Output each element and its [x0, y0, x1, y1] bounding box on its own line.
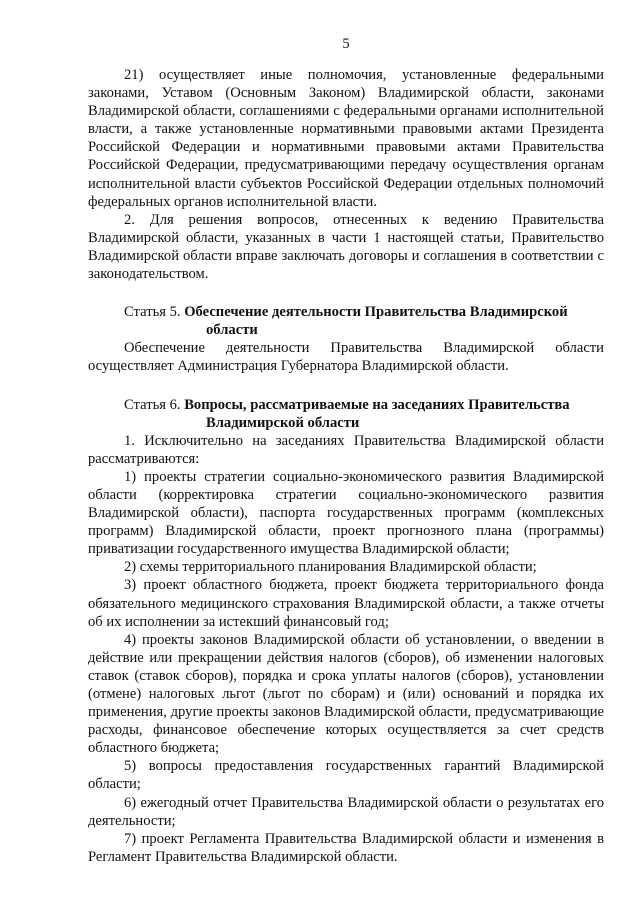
article-5-heading: [88, 303, 604, 321]
paragraph-item-21: 21) осуществляет иные полномочия, установленные федеральными законами, Уставом (Основным Законом) Владимирской области, законами Владимирской области, соглашениями с федеральными органами исполнительной власти, а также установленные нормативными правовыми актами Президента Российской Федерации и нормативными правовыми актами Правительства Российской Федерации, предусматривающими передачу осуществления органам исполнительной власти субъектов Российской Федерации отдельных полномочий федеральных органов исполнительной власти.: [88, 67, 604, 210]
article-6-item-4: 4) проекты законов Владимирской области об установлении, о введении в действие или прекращении действия налогов (сборов), об изменении налоговых ставок (ставок сборов), порядка и срока уплаты налогов (сборов), установлении (отмене) налоговых льгот (льгот по сборам) и (или) оснований и порядка их применения, другие проекты законов Владимирской области, предусматривающие расходы, финансовое обеспечение которых осуществляется за счет средств областного бюджета;: [88, 631, 604, 757]
article-5-label: Статья 5.: [124, 304, 181, 321]
article-6-item-2: 2) схемы территориального планирования Владимирской области;: [124, 559, 537, 576]
article-6-item-1: 1) проекты стратегии социально-экономического развития Владимирской области (корректировка стратегии социально-экономического развития Владимирской области), паспорта государственных программ (комплексных программ) Владимирской области, проект прогнозного плана (программы) приватизации государственного имущества Владимирской области;: [88, 468, 604, 558]
article-6-item-6: 6) ежегодный отчет Правительства Владимирской области о результатах его деятельности;: [88, 794, 604, 829]
article-5-text: Обеспечение деятельности Правительства Владимирской области осуществляет Администрация Губернатора Владимирской области.: [88, 340, 604, 375]
article-5-title: Обеспечение деятельности Правительства Владимирской: [184, 304, 568, 321]
document-body: [88, 66, 604, 866]
article-6-label: Статья 6.: [124, 396, 181, 413]
article-6-intro: 1. Исключительно на заседаниях Правительства Владимирской области рассматриваются:: [88, 432, 604, 467]
article-6-item-7: 7) проект Регламента Правительства Владимирской области и изменения в Регламент Правительства Владимирской области.: [88, 830, 604, 865]
article-6-item-3: 3) проект областного бюджета, проект бюджета территориального фонда обязательного медицинского страхования Владимирской области, а также отчеты об их исполнении за истекший финансовый год;: [88, 577, 604, 630]
article-6-title-line2: Владимирской области: [206, 414, 360, 431]
article-6-item-5: 5) вопросы предоставления государственных гарантий Владимирской области;: [88, 758, 604, 793]
article-5-title-line2: области: [206, 322, 258, 339]
page-number: 5: [342, 36, 350, 52]
paragraph-part-2: 2. Для решения вопросов, отнесенных к ведению Правительства Владимирской области, указанных в части 1 настоящей статьи, Правительство Владимирской области вправе заключать договоры и соглашения в соответствии с законодательством.: [88, 211, 604, 283]
article-6-title: Вопросы, рассматриваемые на заседаниях Правительства: [184, 396, 570, 413]
article-6-heading: [88, 396, 604, 414]
